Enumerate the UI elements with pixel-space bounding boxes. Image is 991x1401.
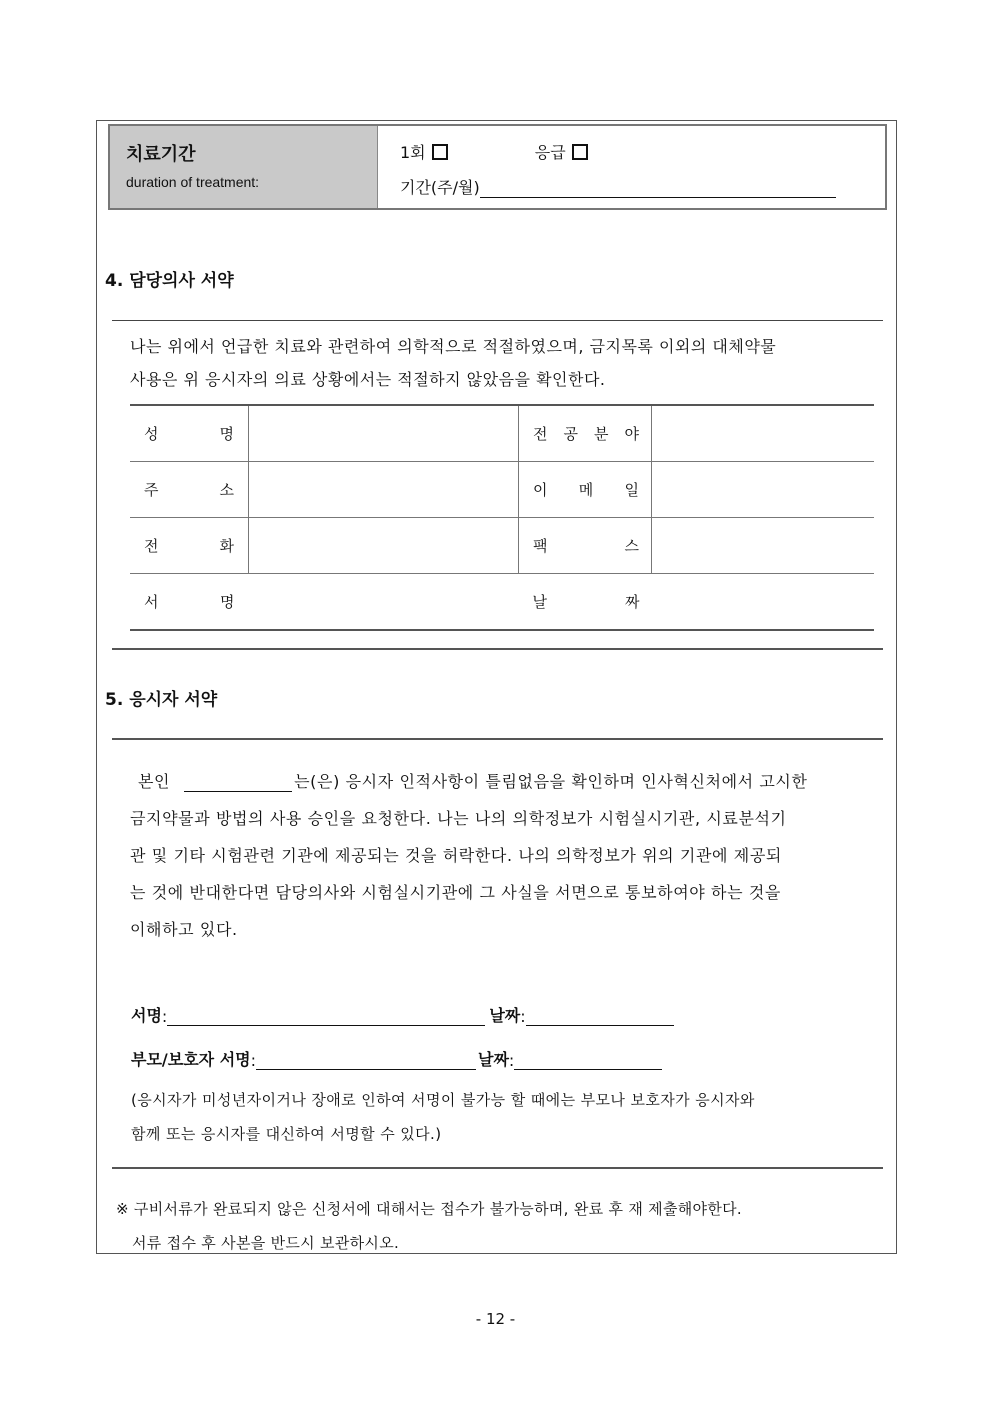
treatment-title: 치료기간 <box>126 144 196 165</box>
date-label: 날짜 <box>489 1006 521 1025</box>
option-once-checkbox[interactable] <box>432 144 448 160</box>
applicant-line4: 는 것에 반대한다면 담당의사와 시험실시기관에 그 사실을 서면으로 통보하여야 하는 것을 <box>130 883 781 902</box>
guardian-note-line2: 함께 또는 응시자를 대신하여 서명할 수 있다.) <box>131 1125 442 1143</box>
signature-line[interactable] <box>167 1009 485 1026</box>
footer-note-line1: ※ 구비서류가 완료되지 않은 신청서에 대해서는 접수가 불가능하며, 완료 후 재 제출해야한다. <box>116 1200 742 1218</box>
divider <box>112 1167 883 1169</box>
signature-field[interactable] <box>249 574 519 631</box>
footer-note <box>116 1192 876 1260</box>
name-field[interactable] <box>249 405 519 462</box>
guardian-date-line[interactable] <box>514 1053 662 1070</box>
doctor-section-title: 4. 담당의사 서약 <box>105 271 234 291</box>
signature-label: 서명 <box>131 1006 162 1025</box>
option-once-label: 1회 <box>400 143 426 162</box>
applicant-name-line[interactable] <box>184 790 292 792</box>
doctor-info-table <box>130 404 874 631</box>
period-input-line[interactable] <box>480 181 836 198</box>
label-name: 성 명 <box>130 405 249 462</box>
guardian-date-label: 날짜 <box>478 1050 509 1069</box>
label-email: 이 메 일 <box>519 462 652 518</box>
doctor-statement <box>130 330 870 396</box>
applicant-statement <box>130 763 870 948</box>
table-row <box>130 462 874 518</box>
page-number: - 12 - <box>475 1310 516 1328</box>
applicant-section-title: 5. 응시자 서약 <box>105 690 218 710</box>
guardian-signature-line[interactable] <box>256 1053 476 1070</box>
fax-field[interactable] <box>652 518 875 574</box>
guardian-note <box>131 1083 871 1151</box>
applicant-line1: 는(은) 응시자 인적사항이 틀림없음을 확인하며 인사혁신처에서 고시한 <box>294 772 808 791</box>
option-emergency-label: 응급 <box>534 143 566 162</box>
applicant-signature-row: 서명 : 날짜 : <box>131 1003 674 1026</box>
applicant-line2: 금지약물과 방법의 사용 승인을 요청한다. 나는 나의 의학정보가 시험실시기관, 시료분석기 <box>130 809 787 828</box>
footer-note-line2: 서류 접수 후 사본을 반드시 보관하시오. <box>132 1234 400 1252</box>
guardian-signature-row: 부모/보호자 서명 : 날짜 : <box>131 1047 662 1070</box>
divider <box>112 320 883 321</box>
applicant-line3: 관 및 기타 시험관련 기관에 제공되는 것을 허락한다. 나의 의학정보가 위의 기관에 제공되 <box>130 846 782 865</box>
divider <box>112 738 883 740</box>
treatment-label-cell <box>110 126 378 208</box>
label-specialty: 전 공 분 야 <box>519 405 652 462</box>
treatment-duration-box <box>108 124 887 210</box>
applicant-line5: 이해하고 있다. <box>130 920 238 939</box>
date-field[interactable] <box>652 574 875 631</box>
treatment-options-cell <box>378 126 885 208</box>
label-phone: 전 화 <box>130 518 249 574</box>
table-row <box>130 574 874 631</box>
label-signature: 서 명 <box>130 574 249 631</box>
doctor-statement-line1: 나는 위에서 언급한 치료와 관련하여 의학적으로 적절하였으며, 금지목록 이외의 대체약물 <box>130 337 777 356</box>
label-date: 날 짜 <box>519 574 652 631</box>
applicant-prefix: 본인 <box>138 772 171 791</box>
treatment-subtitle: duration of treatment: <box>126 174 260 190</box>
doctor-statement-line2: 사용은 위 응시자의 의료 상황에서는 적절하지 않았음을 확인한다. <box>130 370 606 389</box>
option-once[interactable] <box>400 140 448 163</box>
phone-field[interactable] <box>249 518 519 574</box>
guardian-signature-label: 부모/보호자 서명 <box>131 1050 251 1069</box>
table-row <box>130 405 874 462</box>
address-field[interactable] <box>249 462 519 518</box>
specialty-field[interactable] <box>652 405 875 462</box>
label-fax: 팩 스 <box>519 518 652 574</box>
date-line[interactable] <box>526 1009 674 1026</box>
email-field[interactable] <box>652 462 875 518</box>
period-label: 기간(주/월) <box>400 178 480 197</box>
option-emergency-checkbox[interactable] <box>572 144 588 160</box>
table-row <box>130 518 874 574</box>
guardian-note-line1: (응시자가 미성년자이거나 장애로 인하여 서명이 불가능 할 때에는 부모나 보호자가 응시자와 <box>131 1091 755 1109</box>
option-emergency[interactable] <box>535 140 588 163</box>
divider <box>112 648 883 650</box>
label-address: 주 소 <box>130 462 249 518</box>
